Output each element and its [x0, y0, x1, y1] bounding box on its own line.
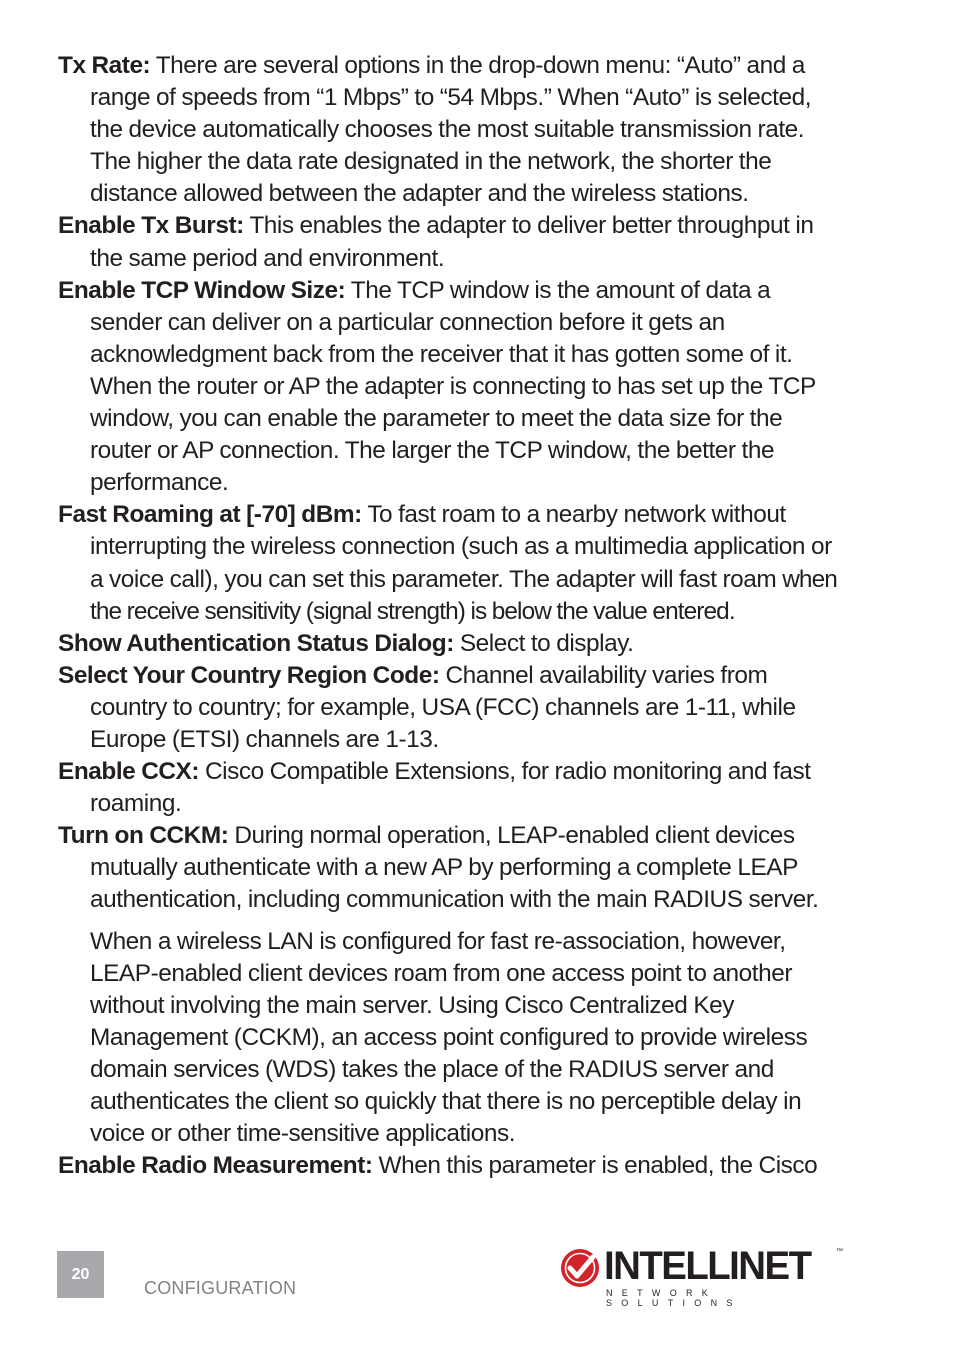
- entry-fast-roaming: [58, 499, 844, 627]
- logo-tagline: NETWORK SOLUTIONS: [606, 1288, 742, 1308]
- term: Show Authentication Status Dialog:: [58, 629, 454, 657]
- entry-tx-burst: [58, 210, 844, 274]
- description: Select to display.: [459, 629, 634, 657]
- description: There are several options in the drop-down menu: “Auto” and a range of speeds from “1 Mbps” to “54 Mbps.” When “Auto” is selected, the device automatically chooses the most suitable transmission rate. The higher the data rate designated in the network, the shorter the distance allowed between the adapter and the wireless stations.: [90, 52, 812, 208]
- entry-cckm: [58, 820, 844, 916]
- term: Enable Tx Burst:: [58, 212, 244, 240]
- description-tail: when the receive sensitivity (signal strength) is below the value entered.: [90, 565, 837, 625]
- intellinet-logo: [560, 1244, 844, 1308]
- description: Cisco Compatible Extensions, for radio monitoring and fast roaming.: [90, 758, 811, 818]
- entry-ccx: [58, 756, 844, 820]
- term: Fast Roaming at [-70] dBm:: [58, 501, 362, 529]
- description: Channel availability varies from country to country; for example, USA (FCC) channels are 1-11, while Europe (ETSI) channels are 1-13.: [90, 661, 796, 753]
- term: Turn on CCKM:: [58, 822, 229, 850]
- entry-radio-measurement: [58, 1150, 844, 1182]
- entry-tx-rate: [58, 50, 844, 210]
- manual-body: [58, 50, 844, 1182]
- term: Enable Radio Measurement:: [58, 1152, 373, 1180]
- description: This enables the adapter to deliver better throughput in the same period and environment.: [90, 212, 814, 272]
- term: Enable TCP Window Size:: [58, 276, 346, 304]
- description: To fast roam to a nearby network without interrupting the wireless connection (such as a multimedia application or a voice call), you can set this parameter. The adapter will fast roam: [90, 501, 832, 593]
- section-label: CONFIGURATION: [144, 1278, 297, 1298]
- entry-region-code: [58, 660, 844, 756]
- entry-auth-dialog: [58, 628, 844, 660]
- description: The TCP window is the amount of data a sender can deliver on a particular connection before it gets an acknowledgment back from the receiver that it has gotten some of it. When the router or AP the adapter is connecting to has set up the TCP window, you can enable the parameter to meet the data size for the router or AP connection. The larger the TCP window, the better the performance.: [90, 276, 816, 497]
- term: Select Your Country Region Code:: [58, 661, 440, 689]
- page-number: 20: [57, 1251, 104, 1298]
- entry-tcp-window: [58, 275, 844, 500]
- description: During normal operation, LEAP-enabled client devices mutually authenticate with a new AP by performing a complete LEAP authentication, including communication with the main RADIUS server.: [90, 822, 819, 914]
- term: Enable CCX:: [58, 758, 200, 786]
- trademark-mark: ™: [836, 1248, 843, 1255]
- logo-wordmark: INTELLINET: [604, 1244, 811, 1288]
- term: Tx Rate:: [58, 52, 151, 79]
- description: When this parameter is enabled, the Cisco: [378, 1152, 818, 1180]
- cckm-paragraph: When a wireless LAN is configured for fast re-association, however, LEAP-enabled client devices roam from one access point to another without involving the main server. Using Cisco Centralized Key Management (CCKM), an access point configured to provide wireless domain services (WDS) takes the place of the RADIUS server and authenticates the client so quickly that there is no perceptible delay in voice or other time-sensitive applications.: [90, 927, 808, 1148]
- checkmark-logo-icon: [560, 1248, 600, 1288]
